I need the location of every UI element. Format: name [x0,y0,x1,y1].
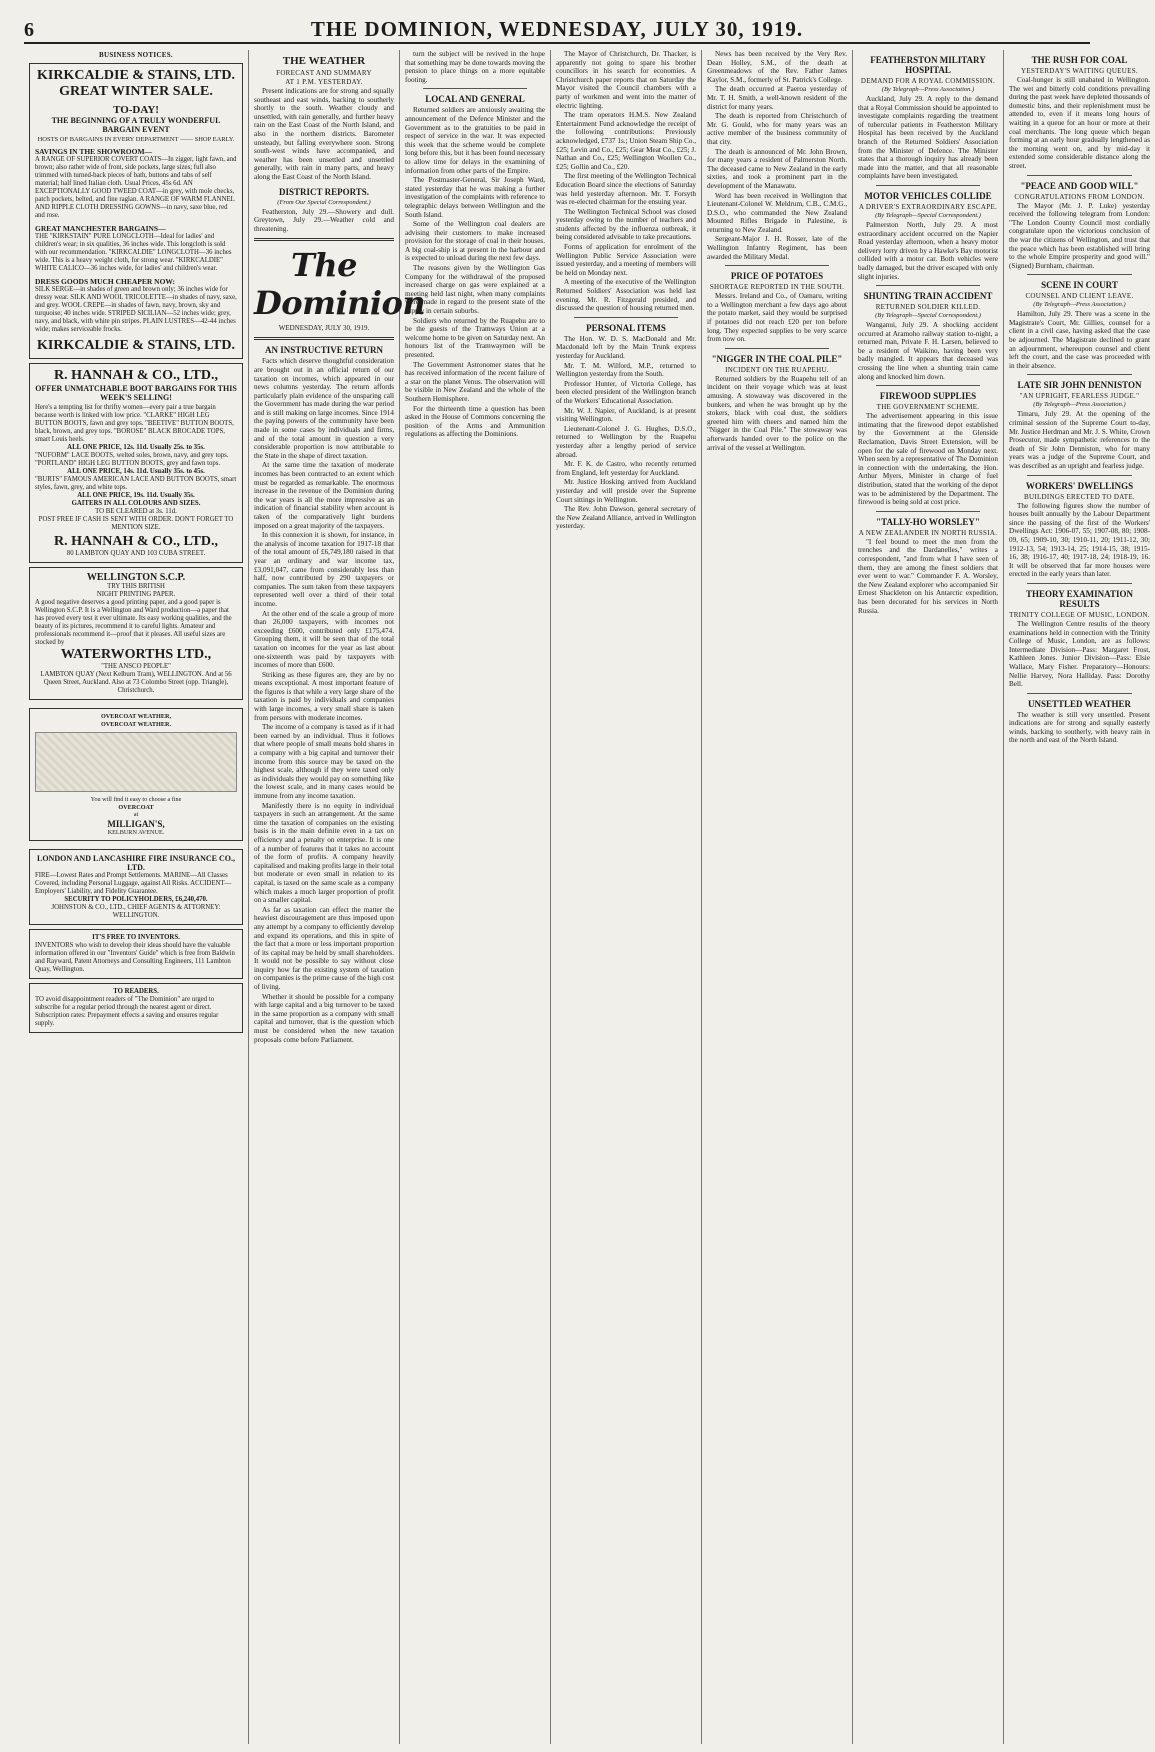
editorial-paragraph: Facts which deserve thoughtful consideration are brought out in an official return of our taxation on incomes, which appeared in our news columns yesterday. The return affords particularly plain evidence of the unsparing call the Government has made during the war period and is still making on large incomes. Since 1914 the paying powers of the community have been made in some cases by individuals and firms, and of the total amount in question a very considerable proportion is now attributable to the State in the shape of direct taxation. [254,357,394,460]
hannah-price-1: ALL ONE PRICE, 12s. 11d. Usually 25s. to 35s. [67,444,205,451]
featherston-byline: (By Telegraph—Press Association.) [881,86,975,93]
column-news-personal [551,50,702,1744]
news-paragraph: A meeting of the executive of the Wellington Returned Soldiers' Association was held last evening. Mr. R. Fitzgerald presided, and discussed the question of housing returned men. [556,278,696,313]
kirkcaldie-savings-body: A RANGE OF SUPERIOR COVERT COATS—In zigger, light fawn, and brown; also rather wide of front, side pockets, large sizes; full also trimmed with turned-back pieces of bath, buttons and tabs of self material; half lined Italian cloth. Usual Prices, 45s 6d. AN EXCEPTIONALLY GOOD TWEED COAT—in grey, with mole checks, patch pockets, belted, and fine raglan. A RANGE OF WARM FLANNEL AND RIPPLE CLOTH DRESSING GOWNS—in navy, saxe blue, red and rose. [35,156,237,219]
insurance-security: SECURITY TO POLICYHOLDERS, £6,240,470. [64,896,208,903]
nameplate: The Dominion [254,246,426,323]
news-paragraph: The death is announced of Mr. John Brown, for many years a resident of Palmerston North. The deceased came to New Zealand in the early sixties, and took a prominent part in the development of the Manawatu. [707,147,847,190]
overcoat-at: at [133,811,139,818]
news-paragraph: News has been received by the Very Rev. Dean Holley, S.M., of the death at Greenmeadows of the Rev. Father James Kaylor, S.M., formerly of St. Patrick's College. [707,50,847,84]
insurance-ad [29,849,243,925]
local-general-paragraph: Soldiers who returned by the Ruapehu are to be the guests of the Tramways Union at a welcome home to be given on Saturday next. An honours list of the Tramwaymen will be presented. [405,316,545,359]
potatoes-title: PRICE OF POTATOES [730,271,824,282]
unsettled-body: The weather is still very unsettled. Present indications are for strong and squally easterly winds, backing to southerly, with heavy rain in the north and east of the North Island. [1009,710,1150,745]
workers-body: The following figures show the number of houses built annually by the Labour Department since the passing of the first of the Workers' Dwellings Act: 1906-07, 55; 1907-08, 80; 1908-09, 65; 1909-10, 30; 1910-11, 20; 1911-12, 30; 1912-13, 54; 1913-14, 25; 1914-15, 38; 1915-16, 38; 1916-17, 40; 1917-18, 24; 1918-19, 16. It will be observed that far more houses were erected in the early years than later. [1009,501,1150,579]
editorial-paragraph: In this connexion it is shown, for instance, in the analysis of income taxation for 1917-18 that of the total amount of £6,749,180 raised in that year an ordinary and war income tax, £3,091,047, came from considerably less than half, now contributed by 290 taxpayers or companies. The sum taken from these taxpayers represented well over a third of their total income. [254,531,394,608]
kirkcaldie-title: KIRKCALDIE & STAINS, LTD. [37,68,235,83]
district-reports-sub: (From Our Special Correspondent.) [277,198,371,206]
rush-coal-title: THE RUSH FOR COAL [1031,55,1128,65]
denniston-title: LATE SIR JOHN DENNISTON [1017,380,1142,391]
rush-coal-body: Coal-hunger is still unabated in Wellington. The wet and bitterly cold conditions prevailing during the past week have depleted thousands of domestic bins, and their replenishment must be attended to, even if it means long hours of waiting in a queue for an hour or more at their coal merchants. The long queue which began forming at an early hour gradually lengthened as the morning went on, and by mid-day it extended some considerable distance along the street. [1009,76,1150,170]
local-general-body [405,106,545,439]
insurance-title: LONDON AND LANCASHIRE FIRE INSURANCE CO., LTD. [36,854,236,872]
personal-body [556,335,696,531]
editorial-body [254,357,394,1044]
potatoes-body: Messrs. Ireland and Co., of Oamaru, writing to a Wellington merchant a few days ago about the potato market, said they would be surprised if potatoes did not reach £20 per ton before long. They expected supplies to be very scarce from now on. [707,292,847,344]
coal-pile-sub: INCIDENT ON THE RUAPEHU. [725,365,829,374]
column-rush-for-coal [1004,50,1155,1744]
shunting-title: SHUNTING TRAIN ACCIDENT [863,291,993,302]
motor-sub: A DRIVER'S EXTRAORDINARY ESCAPE. [858,202,998,211]
news-paragraph: The Wellington Technical School was closed yesterday owing to the number of teachers and students affected by the influenza outbreak, it being considered advisable to take precautions. [556,207,696,242]
inventors-body: INVENTORS who wish to develop their ideas should have the valuable information offered in our "Inventors' Guide" which is free from Baldwin and Rayward, Patent Attorneys and Consulting Engineers, 111 Lambton Quay, Wellington. [35,942,235,973]
hannah-clearance: TO BE CLEARED at 3s. 11d. [95,508,177,515]
hannah-address: 80 LAMBTON QUAY AND 103 CUBA STREET. [66,550,206,557]
news-paragraph: Word has been received in Wellington that Lieutenant-Colonel W. Meldrum, C.B., C.M.G., D.S.O., who commanded the New Zealand Mounted Rifles Brigade in Palestine, is returning to New Zealand. [707,191,847,234]
editorial-paragraph: At the same time the taxation of moderate incomes has been contracted to an extent which must be regarded as remarkable. The enormous increase in the revenue of the Dominion during the war years is all the more impressive as an indication of financial stability when account is taken of the comparatively light burdens imposed on a great majority of the taxpayers. [254,461,394,530]
shunting-body: Wanganui, July 29. A shocking accident occurred at Aramoho railway station to-night, a returned man, Private F. H. Larsen, believed to be a resident of Waikino, having been very badly mangled. It appears that deceased was crossing the line when a shunting train came along and knocked him down. [858,321,998,381]
page-number: 6 [24,19,34,41]
personal-paragraph: Mr. Justice Hosking arrived from Auckland yesterday and will preside over the Supreme Court sittings in Wellington. [556,478,696,504]
coal-pile-body: Returned soldiers by the Ruapehu tell of an incident on their voyage which was at least amusing. A stowaway was discovered in the bunkers, and when he was brought up by the stokers, black with coal dust, the soldiers greeted him with cheers and named him the "Nigger in the Coal Pile." The stowaway was afterwards handed over to the police on the arrival of the vessel at Wellington. [707,374,847,452]
firewood-body: The advertisement appearing in this issue intimating that the firewood depot established by the Government at the Glenside Reclamation, Davis Street Extension, will be open for the sale of firewood on Monday next. When seen by a representative of The Dominion in connection with the undertaking, the Hon. Arthur Myers, Minister in charge of fuel distribution, stated that the working of the depot was to be administered by the Department. The firewood is being sold at cost price. [858,412,998,507]
readers-notice [29,983,243,1033]
news-paragraph: Forms of application for enrolment of the Wellington Public Service Association were issued yesterday, and a meeting of members will be held on Monday next. [556,243,696,277]
section-label: BUSINESS NOTICES. [99,51,173,59]
district-reports-body: Featherston, July 29.—Showery and dull. Greytown, July 29.—Weather cold and threatening. [254,207,394,233]
kirkcaldie-today: TO-DAY! [113,104,159,116]
editorial-continuation: turn the subject will be revived in the hope that something may be done towards moving the pension to place things on a more equitable footing. [405,50,545,84]
unsettled-title: UNSETTLED WEATHER [1028,698,1131,709]
wscp-body: A good negative deserves a good printing paper, and a good paper is Wellington S.C.P. It is a Wellington and Ward production—a paper that has proved every test it ever ultimate. Its easy working qualities, and the beauty of its pictures, recommend it to careful lights. Amateur and professionals recommend it—proof that it pleases. All useful sizes are stocked by [35,599,232,646]
weather-sub: FORECAST AND SUMMARY [276,69,372,77]
wscp-address: LAMBTON QUAY (Next Kelburn Tram), WELLINGTON. And at 56 Queen Street, Auckland. Also at 73 Colombo Street (opp. Triangle), Christchurch. [40,671,232,694]
news-paragraph: Sergeant-Major J. H. Rosser, late of the Wellington Infantry Regiment, has been awarded the Military Medal. [707,235,847,261]
overcoat-head: OVERCOAT WEATHER, [100,713,172,720]
inventors-title: IT'S FREE TO INVENTORS. [92,934,180,941]
local-general-paragraph: Some of the Wellington coal dealers are advising their customers to make increased provision for the storage of coal in their houses. A big coal-ship is at present in the harbour and is expected to unload during the next few days. [405,220,545,263]
workers-title: WORKERS' DWELLINGS [1025,480,1134,491]
motor-title: MOTOR VEHICLES COLLIDE [864,190,992,201]
coal-pile-title: "NIGGER IN THE COAL PILE" [711,353,843,364]
local-general-paragraph: Returned soldiers are anxiously awaiting the announcement of the Defence Minister and the Government as to the gratuities to be paid in respect of service in the war. It was expected this week that the scheme would be complete long before this, but it has been found necessary to allow time for delays in the examining of information from other parts of the Empire. [405,106,545,175]
local-general-paragraph: The Postmaster-General, Sir Joseph Ward, stated yesterday that he was making a further investigation of the complaints with reference to telegraphic delays between Wellington and the South Island. [405,176,545,219]
rush-coal-sub: YESTERDAY'S WAITING QUEUES. [1021,67,1138,75]
weather-body: Present indications are for strong and squally southeast and east winds, backing to southerly shortly to the south. Weather cloudy and unsettled, with rain generally, and further heavy rain on the East Coast of the North Island, and also in the northern districts. Barometer unsteady, but falling everywhere soon. Strong south-west winds have accompanied, and weather has been unsettled and unsettled generally, with rain in many parts, and heavy along the East Coast of the North Island. [254,87,394,181]
column-local-general [400,50,551,1744]
overcoat-ad [29,708,243,841]
peace-title: "PEACE AND GOOD WILL" [1020,180,1139,191]
district-reports-title: DISTRICT REPORTS. [278,186,370,197]
firewood-title: FIREWOOD SUPPLIES [879,391,977,402]
readers-body: TO avoid disappointment readers of "The Dominion" are urged to subscribe for a regular period through the nearest agent or direct. Subscription rates: Prepayment effects a saving and ensures regular supply. [35,996,219,1027]
local-general-title: LOCAL AND GENERAL [425,94,525,105]
overcoat-body: You will find it easy to choose a fine [90,796,182,803]
denniston-sub: "AN UPRIGHT, FEARLESS JUDGE." [1019,392,1140,401]
news-paragraph: The tram operators H.M.S. New Zealand Entertainment Fund acknowledge the receipt of the following contributions: Previously acknowledged, £737 1s.; Union Steam Ship Co., £25; Levin and Co., £25; Gear Meat Co., £25; J. Nathan and Co., £25; Wellington Woollen Co., £25; Gollin and Co., £20. [556,111,696,171]
column-news-potatoes [702,50,853,1744]
overcoat-illustration [35,732,237,792]
editorial-title: AN INSTRUCTIVE RETURN [264,345,384,356]
featherston-sub: DEMAND FOR A ROYAL COMMISSION. [860,77,996,85]
wscp-footer: WATERWORTHS LTD., [60,647,212,662]
kirkcaldie-savings-head: SAVINGS IN THE SHOWROOM— [35,147,153,156]
local-general-paragraph: The Government Astronomer states that he has received information of the recent failure of a star on the planet Venus. The observation will be visible in New Zealand and the whole of the Southern Hemisphere. [405,360,545,403]
local-general-paragraph: The reasons given by the Wellington Gas Company for the withdrawal of the proposed increased charge on gas were explained at a meeting held last night, when many complaints were made in regard to the present state of the supply in certain suburbs. [405,264,545,316]
personal-paragraph: Mr. F. K. de Castro, who recently returned from England, left yesterday for Auckland. [556,460,696,477]
tally-ho-sub: A NEW ZEALANDER IN NORTH RUSSIA. [858,528,998,537]
kirkcaldie-manchester-body: THE "KIRKSTAIN" PURE LONGCLOTH—Ideal for ladies' and children's wear; in six qualities, 36 inches wide. This longcloth is sold with our recommendation. "KIRKCALDIE" LONGCLOTH—36 inches wide. This is a heavy weight cloth, for strong wear. "KIRKCALDIE" WHITE CALICO—36 inches wide, for ladies' and children's wear. [35,233,232,272]
theory-title: THEORY EXAMINATION RESULTS [1026,588,1133,609]
court-byline: (By Telegraph—Press Association.) [1033,301,1126,309]
wscp-title: WELLINGTON S.C.P. [86,572,186,583]
insurance-body: FIRE—Lowest Rates and Prompt Settlements. MARINE—All Classes Covered, including Personal Luggage, against All Risks. ACCIDENT—Employers' Liability, and Fidelity Guarantee. [35,872,232,895]
inventors-ad [29,929,243,979]
motor-byline: (By Telegraph—Special Correspondent.) [875,211,981,219]
kirkcaldie-ad [29,63,243,359]
court-title: SCENE IN COURT [1041,280,1118,291]
kirkcaldie-beginning: THE BEGINNING OF A TRULY WONDERFUL BARGAIN EVENT [51,116,221,134]
shunting-byline: (By Telegraph—Special Correspondent.) [875,312,981,320]
overcoat-store: MILLIGAN'S, [107,818,165,829]
peace-sub: CONGRATULATIONS FROM LONDON. [1014,192,1145,201]
personal-title: PERSONAL ITEMS [586,322,666,333]
kirkcaldie-subtitle: GREAT WINTER SALE. [59,84,213,99]
masthead-title: THE DOMINION, WEDNESDAY, JULY 30, 1919. [310,17,804,41]
weather-time: AT 1 P.M. YESTERDAY. [285,78,363,86]
column-telegraph-news [853,50,1004,1744]
masthead [24,10,1090,44]
potatoes-sub: SHORTAGE REPORTED IN THE SOUTH. [709,283,845,292]
featherston-body: Auckland, July 29. A reply to the demand that a Royal Commission should be appointed to investigate complaints regarding the treatment of tubercular patients in Featherston Military Hospital has been received by the Auckland branch of the Returned Soldiers' Association from the Minister of Defence. The Minister states that a thorough inquiry has already been made into the matter, and that all reasonable complaints have been investigated. [858,95,998,181]
news-paragraph: The Mayor of Christchurch, Dr. Thacker, is apparently not going to spare his brother councillors in his search for economies. A Christchurch paper reports that on Saturday the Mayor visited the Council chambers with a party of workmen and went into the matter of electric lighting. [556,50,696,110]
news-paragraph: The death is reported from Christchurch of Mr. G. Gould, who for many years was an active member of the business community of that city. [707,112,847,146]
hannah-title: R. HANNAH & CO., LTD., [54,368,218,383]
editorial-paragraph: Whether it should be possible for a company with large capital and a big turnover to be taxed in the same proportion as a company with small capital and turnover, that is the question which must be considered when the new taxation proposals come before Parliament. [254,992,394,1044]
kirkcaldie-dress-head: DRESS GOODS MUCH CHEAPER NOW: [35,277,176,286]
hannah-body-2: "NUFORM" LACE BOOTS, welted soles, brown, navy, and grey tops. "PORTLAND" HIGH LEG BUTTON BOOTS, grey and fawn tops. [35,452,229,467]
wscp-sub: TRY THIS BRITISH [107,583,165,590]
hannah-body: Here's a tempting list for thrifty women—every pair a true bargain because worth is linked with low price. "CLARKE" HIGH LEG BUTTON BOOTS, fawn and grey tops. "BEETIVE" BUTTON BOOTS, black, brown, and grey tops. "BOROSE" BLACK BROCADE TOPS, smart Louis heels. [35,404,234,443]
denniston-body: Timaru, July 29. At the opening of the criminal session of the Supreme Court to-day, Mr. Justice Herdman and Mr. J. S. White, Crown Prosecutor, made sympathetic references to the death of Sir John Denniston, who for many years was a judge of the Supreme Court, and was described as an upright and fearless judge. [1009,410,1150,470]
workers-sub: BUILDINGS ERECTED TO DATE. [1024,492,1135,501]
shunting-sub: RETURNED SOLDIER KILLED. [875,303,981,312]
peace-body: The Mayor (Mr. J. P. Luke) yesterday received the following telegram from London: "The London County Council most cordially congratulate upon the victorious conclusion of the war the citizens of Wellington, and trust that the peace which has been established will bring to the whole Empire prosperity and good will." (Signed) Burnham, chairman. [1009,201,1150,270]
insurance-agents: JOHNSTON & CO., LTD., CHIEF AGENTS & ATTORNEY: WELLINGTON. [51,904,221,919]
hannah-subtitle: OFFER UNMATCHABLE BOOT BARGAINS FOR THIS WEEK'S SELLING! [35,384,237,402]
personal-paragraph: Mr. T. M. Wilford, M.P., returned to Wellington yesterday from the South. [556,361,696,379]
wscp-footer-sub: "THE ANSCO PEOPLE" [101,663,171,670]
hannah-post-free: POST FREE IF CASH IS SENT WITH ORDER. DON'T FORGET TO MENTION SIZE. [38,516,234,531]
tally-ho-body: "I feel bound to meet the men from the trenches and the Dardanelles," writes a correspondent, "and from what I have seen of them, they are among the finest soldiers that ever went to war." Commander F. A. Worsley, the New Zealand explorer who accompanied Sir Ernest Shackleton on his Antarctic expedition, has been decorated for his services in North Russia. [858,537,998,615]
editorial-paragraph: Striking as these figures are, they are by no means exceptional. A most important feature of the figures is that while a very large share of the taxation is paid by individuals and companies with large incomes, a very small share is taken from persons with moderate incomes. [254,670,394,722]
local-general-paragraph: For the thirteenth time a question has been asked in the House of Commons concerning the position of the Arms and Ammunition regulations as affecting the Dominions. [405,404,545,439]
personal-paragraph: Professor Hunter, of Victoria College, has been elected president of the Wellington branch of the Workers' Educational Association. [556,379,696,405]
kirkcaldie-dress-body: SILK SERGE—in shades of green and brown only; 36 inches wide for dressy wear. SILK AND WOOL TRICOLETTE—in shades of navy, saxe, and grey. WOOL CREPE—in shades of fawn, navy, brown, sky and turquoise; 40 inches wide. STRIPED SICILIAN—52 inches wide; grey, navy, and black, with white pin stripes. PLAIN LUSTRES—42-44 inches wide; makes serviceable frocks. [35,286,237,333]
column-weather-editorial [249,50,426,1744]
weather-title: THE WEATHER [282,55,366,67]
news-paragraphs-2 [707,50,847,261]
court-sub: COUNSEL AND CLIENT LEAVE. [1025,292,1134,301]
hannah-ad [29,363,243,563]
kirkcaldie-hosts: HOSTS OF BARGAINS IN EVERY DEPARTMENT —— SHOP EARLY. [37,136,235,143]
kirkcaldie-footer: KIRKCALDIE & STAINS, LTD. [37,338,235,353]
hannah-body-3: "BURTS" FAMOUS AMERICAN LACE AND BUTTON BOOTS, smart styles, fawn, grey, and white tops. [35,476,237,491]
kirkcaldie-manchester-head: GREAT MANCHESTER BARGAINS— [35,224,166,233]
theory-body: The Wellington Centre results of the theory examinations held in connection with the Trinity College of Music, London, are as follows: Intermediate Division—Pass: Margaret Frost, Kathleen Jones. Junior Division—Pass: Elsie Wallace, Mary Fisher. Preparatory—Honours: Nellie Harvey, Nora Halliday. Pass: Dorothy Bell. [1009,619,1150,689]
firewood-sub: THE GOVERNMENT SCHEME. [876,403,980,412]
theory-sub: TRINITY COLLEGE OF MUSIC, LONDON. [1009,610,1150,619]
wscp-ad [29,567,243,700]
wscp-sub2: NIGHT PRINTING PAPER. [96,591,176,598]
editorial-paragraph: Manifestly there is no equity in individual taxpayers in such an arrangement. At the same time the taxation of companies on the existing basis is in the main definite even in a tax on efficiency and a penalty on enterprise. It is one of a number of features that it takes no account of the form of profits. A company heavily capitalised and making profits large in their total but moderate or even small in relation to its capital, is taxed on the same scale as a company which makes a much larger proportion of profit on a smaller capital. [254,801,394,905]
editorial-date: WEDNESDAY, JULY 30, 1919. [278,324,370,333]
personal-paragraph: Lieutenant-Colonel J. G. Hughes, D.S.O., returned to Wellington by the Ruapehu yesterday after a lengthy period of service abroad. [556,424,696,459]
hannah-price-2: ALL ONE PRICE, 14s. 11d. Usually 35s. to 45s. [67,468,205,475]
news-paragraph: The death occurred at Paeroa yesterday of Mr. T. H. Smith, a well-known resident of the district for many years. [707,85,847,111]
editorial-paragraph: At the other end of the scale a group of more than 26,000 taxpayers, with incomes not exceeding £600, contributed only £175,474. Grouping them, it will be seen that of the total taxation on incomes for the year as last about one-sixteenth was paid by taxpayers with incomes of more than £600. [254,609,394,670]
editorial-paragraph: The income of a company is taxed as if it had been earned by an individual. Thus it follows that where people of small means hold shares in a company with a big capital and turnover their income from this source may be taxed on the highest scale, although if they were taxed only as individuals they would pay on something like the lowest scale, and in many cases would be immune from any income taxation. [254,723,394,800]
readers-title: TO READERS. [113,988,159,995]
hannah-price-3: ALL ONE PRICE, 19s. 11d. Usually 35s. [77,492,195,499]
column-business-notices [24,50,249,1744]
overcoat-head-2: OVERCOAT WEATHER. [100,720,172,728]
editorial-paragraph: As far as taxation can effect the matter the heaviest discouragement are thus imposed upon any attempt by a company to efficiently develop and expand its operations, and this in spite of the fact that a more or less important proportion of its capital may be held by small shareholders. It would not be possible to say without close inquiry how far the existing system of taxation on companies is the prime cause of the high cost of living. [254,905,394,992]
personal-paragraph: The Hon. W. D. S. MacDonald and Mr. Macdonald left by the Main Trunk express yesterday for Auckland. [556,334,696,360]
hannah-gaiters: GAITERS IN ALL COLOURS AND SIZES. [71,500,201,507]
denniston-byline: (By Telegraph—Press Association.) [1033,401,1126,409]
personal-paragraph: Mr. W. J. Napier, of Auckland, is at present visiting Wellington. [556,406,696,424]
news-paragraphs [556,50,696,313]
overcoat-item: OVERCOAT [118,803,154,811]
featherston-title: FEATHERSTON MILITARY HOSPITAL [870,55,986,75]
hannah-footer: R. HANNAH & CO., LTD., [54,534,218,549]
personal-paragraph: The Rev. John Dawson, general secretary of the New Zealand Alliance, arrived in Wellington yesterday. [556,505,696,531]
tally-ho-title: "TALLY-HO WORSLEY" [876,516,980,527]
overcoat-address: KELBURN AVENUE. [107,828,165,836]
court-body: Hamilton, July 29. There was a scene in the Magistrate's Court, Mr. Gillies, counsel for a client in a civil case, having asked that the case be adjourned. The Magistrate declined to grant an adjournment, whereupon counsel and client left the court, and the case was proceeded with in their absence. [1009,310,1150,370]
news-paragraph: The first meeting of the Wellington Technical Education Board since the elections of Saturday was held yesterday afternoon. Mr. T. Forsyth was re-elected chairman for the ensuing year. [556,172,696,207]
motor-body: Palmerston North, July 29. A most extraordinary accident occurred on the Napier Road yesterday afternoon, when a heavy motor delivery lorry driven by a Hawke's Bay motorist collided with a motor car. Both vehicles were badly damaged, but the driver escaped with only slight injuries. [858,220,998,281]
